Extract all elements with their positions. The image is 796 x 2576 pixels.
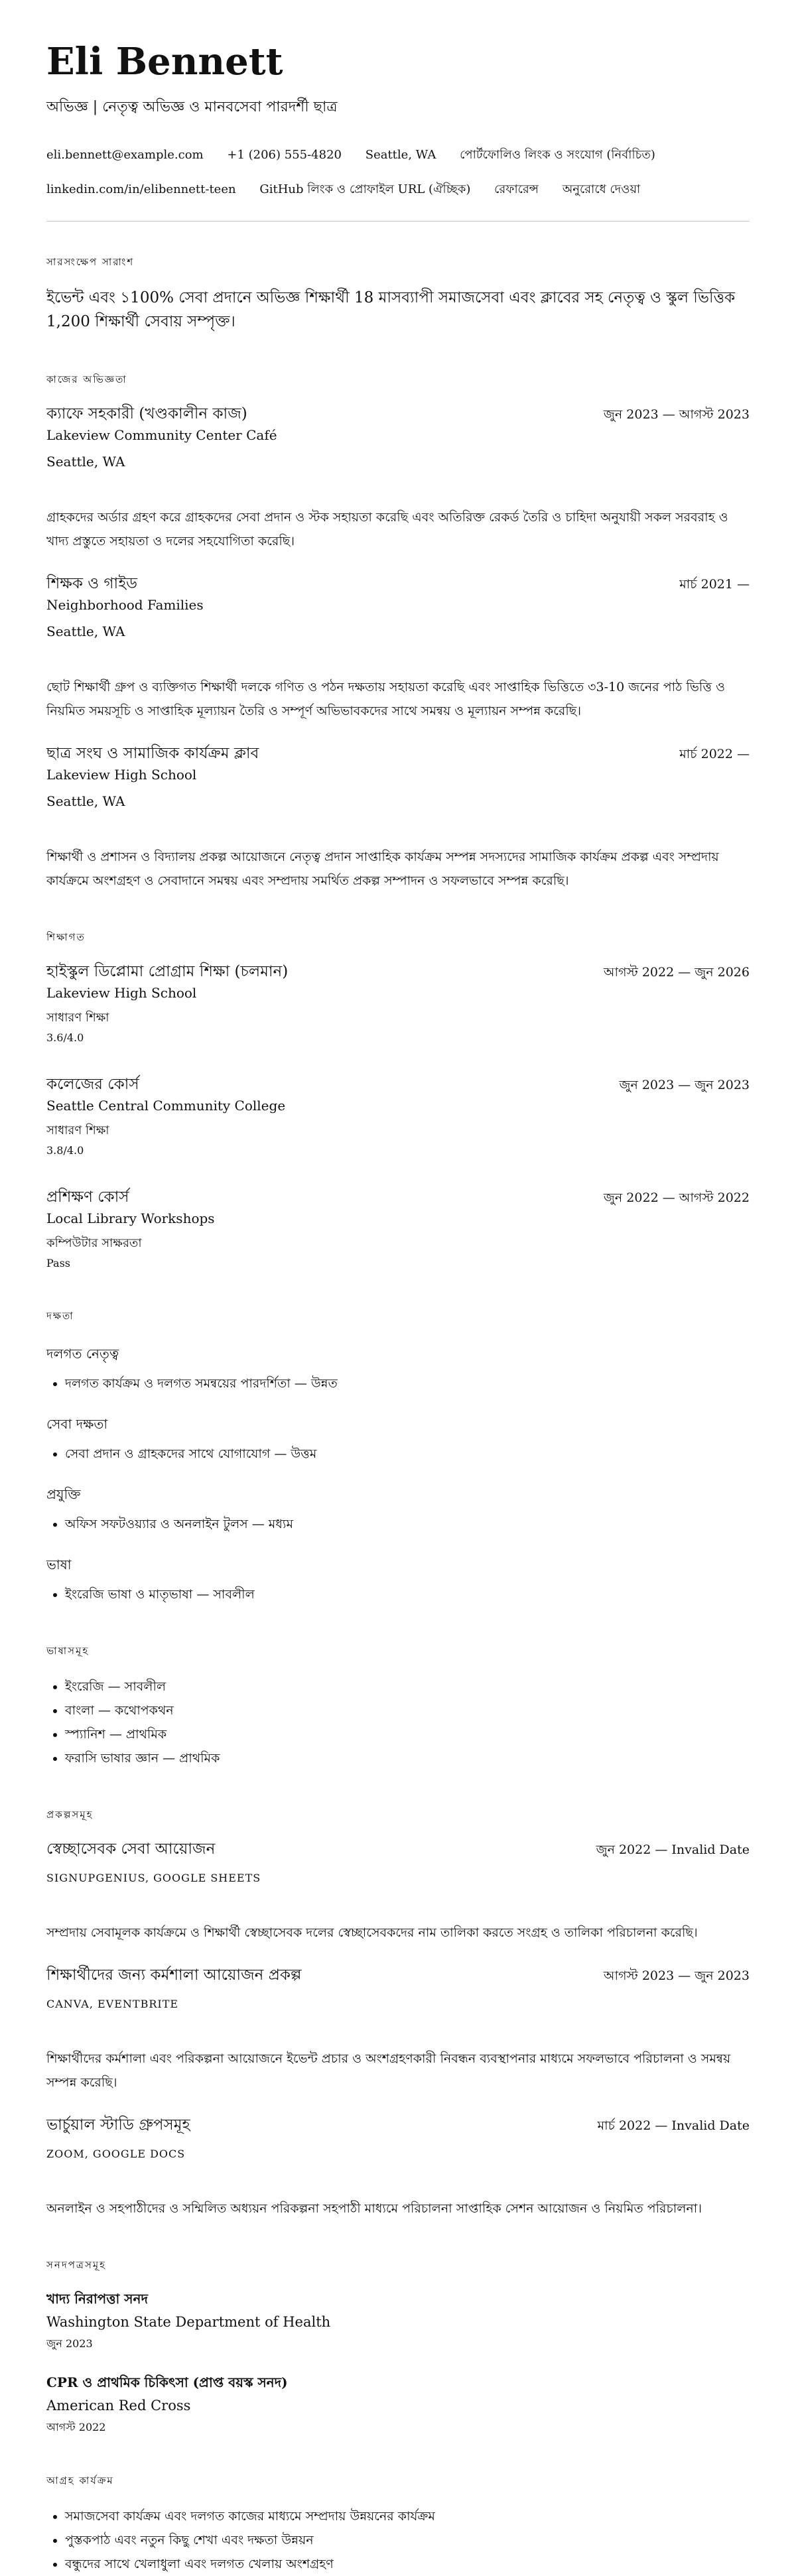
certification-date: আগস্ট 2022 (46, 2421, 106, 2433)
references-note: অনুরোধে দেওয়া (562, 182, 641, 196)
github-link[interactable]: GitHub লিংক ও প্রোফাইল URL (ঐচ্ছিক) (259, 182, 471, 196)
degree-gpa: 3.6/4.0 (46, 1031, 84, 1044)
job-title: ছাত্র সংঘ ও সামাজিক কার্যক্রম ক্লাব (46, 745, 259, 762)
skill-list (46, 1582, 750, 1606)
experience-entry (46, 573, 750, 723)
summary-text: ইভেন্ট এবং ১100% সেবা প্রদানে অভিজ্ঞ শিক্ষার্থী 18 মাসব্যাপী সমাজসেবা এবং ক্লাবের সহ নেতৃত্ব ও স্কুল ভিত্তিক 1,200 শিক্ষার্থী সেবায় সম্পৃক্ত। (46, 289, 736, 330)
degree-date: জুন 2023 — জুন 2023 (619, 1078, 750, 1092)
degree-field: সাধারণ শিক্ষা (46, 1011, 109, 1025)
portfolio-link[interactable]: পোর্টফোলিও লিংক ও সংযোগ (নির্বাচিত) (460, 148, 655, 162)
degree-title: কলেজের কোর্স (46, 1076, 139, 1093)
job-date: মার্চ 2021 — (679, 577, 750, 592)
job-description: ছোট শিক্ষার্থী গ্রুপ ও ব্যক্তিগত শিক্ষার্থী দলকে গণিত ও পঠন দক্ষতায় সহায়তা করেছি এবং সাপ্তাহিক ভিত্তিতে ৩3-10 জনের পাঠ ভিত্তি ও নিয়মিত সময়সূচি ও সাপ্তাহিক মূল্যায়ন তৈরি ও সম্পূর্ণ অভিভাবকদের সাথে সমন্বয় ও মূল্যায়ন সম্পন্ন করেছি। (46, 680, 725, 718)
project-entry (46, 2114, 750, 2221)
languages-section-title: ভাষাসমূহ (46, 1645, 90, 1657)
experience-entry (46, 403, 750, 553)
project-tech: CANVA, EVENTBRITE (46, 1998, 179, 2010)
project-date: আগস্ট 2023 — জুন 2023 (603, 1968, 750, 1983)
language-item: • স্প্যানিশ — প্রাথমিক (65, 1722, 750, 1746)
education-section-title: শিক্ষাগত (46, 931, 86, 943)
degree-gpa: Pass (46, 1257, 71, 1269)
job-org: Neighborhood Families (46, 597, 204, 613)
language-item: • বাংলা — কথোপকথন (65, 1699, 750, 1722)
job-description: গ্রাহকদের অর্ডার গ্রহণ করে গ্রাহকদের সেবা প্রদান ও স্টক সহায়তা করেছি এবং অতিরিক্ত রেকর্ড তৈরি ও চাহিদা অনুযায়ী সকল সরবরাহ ও খাদ্য প্রস্তুতে সহায়তা ও দলের সহযোগিতা করেছি। (46, 510, 728, 548)
job-location: Seattle, WA (46, 623, 125, 639)
project-title: স্বেচ্ছাসেবক সেবা আয়োজন (46, 1840, 216, 1858)
certification-date: জুন 2023 (46, 2337, 93, 2350)
job-location: Seattle, WA (46, 793, 125, 809)
email-link[interactable]: eli.bennett@example.com (46, 148, 204, 162)
project-title: শিক্ষার্থীদের জন্য কর্মশালা আয়োজন প্রকল্প (46, 1966, 302, 1984)
skills-section-title: দক্ষতা (46, 1310, 74, 1322)
project-tech: SIGNUPGENIUS, GOOGLE SHEETS (46, 1872, 261, 1884)
degree-title: প্রশিক্ষণ কোর্স (46, 1189, 129, 1206)
experience-entry (46, 743, 750, 893)
skill-item: • ইংরেজি ভাষা ও মাতৃভাষা — সাবলীল (65, 1582, 750, 1606)
degree-field: কম্পিউটার সাক্ষরতা (46, 1236, 142, 1250)
job-org: Lakeview High School (46, 767, 197, 783)
education-entry (46, 961, 750, 1046)
degree-date: আগস্ট 2022 — জুন 2026 (603, 965, 750, 980)
interest-item: • পুস্তকপাঠ এবং নতুন কিছু শেখা এবং দক্ষতা উন্নয়ন (65, 2528, 750, 2552)
contact-row-2 (46, 181, 750, 198)
references-label: রেফারেন্স (494, 182, 539, 196)
school-name: Lakeview High School (46, 985, 197, 1001)
language-item: • ফরাসি ভাষার জ্ঞান — প্রাথমিক (65, 1746, 750, 1770)
interest-list (46, 2504, 750, 2576)
project-description: সম্প্রদায় সেবামূলক কার্যক্রমে ও শিক্ষার্থী স্বেচ্ছাসেবক দলের স্বেচ্ছাসেবকদের নাম তালিকা করতে সংগ্রহ ও তালিকা পরিচালনা করেছি। (46, 1925, 698, 1940)
skill-item: • দলগত কার্যক্রম ও দলগত সমন্বয়ের পারদর্শিতা — উন্নত (65, 1372, 750, 1395)
job-title: শিক্ষক ও গাইড (46, 575, 138, 592)
header-divider (46, 221, 750, 222)
school-name: Seattle Central Community College (46, 1098, 286, 1114)
interests-section-title: আগ্রহ কার্যক্রম (46, 2475, 114, 2486)
certification-issuer: American Red Cross (46, 2398, 191, 2414)
job-date: মার্চ 2022 — (679, 747, 750, 761)
contact-row-1 (46, 147, 750, 164)
skill-list (46, 1372, 750, 1395)
certification-entry (46, 2289, 750, 2352)
skill-list (46, 1512, 750, 1536)
job-title: ক্যাফে সহকারী (খণ্ডকালীন কাজ) (46, 405, 247, 422)
project-description: অনলাইন ও সহপাঠীদের ও সম্মিলিত অধ্যয়ন পরিকল্পনা সহপাঠী মাধ্যমে পরিচালনা সাপ্তাহিক সেশন আয়োজন ও নিয়মিত পরিচালনা। (46, 2201, 702, 2216)
project-description: শিক্ষার্থীদের কর্মশালা এবং পরিকল্পনা আয়োজনে ইভেন্ট প্রচার ও অংশগ্রহণকারী নিবন্ধন ব্যবস্থাপনার মাধ্যমে সফলভাবে পরিচালনা ও সমন্বয় সম্পন্ন করেছি। (46, 2051, 731, 2090)
projects-section-title: প্রকল্পসমূহ (46, 1809, 94, 1821)
school-name: Local Library Workshops (46, 1210, 215, 1226)
language-item: • ইংরেজি — সাবলীল (65, 1675, 750, 1699)
skill-item: • সেবা প্রদান ও গ্রাহকদের সাথে যোগাযোগ — উত্তম (65, 1442, 750, 1466)
skill-item: • অফিস সফটওয়্যার ও অনলাইন টুলস — মধ্যম (65, 1512, 750, 1536)
project-tech: ZOOM, GOOGLE DOCS (46, 2148, 186, 2160)
degree-gpa: 3.8/4.0 (46, 1144, 84, 1157)
skill-category: দলগত নেতৃত্ব (46, 1346, 119, 1362)
degree-date: জুন 2022 — আগস্ট 2022 (603, 1191, 750, 1205)
job-date: জুন 2023 — আগস্ট 2023 (603, 407, 750, 422)
skill-category: ভাষা (46, 1557, 72, 1573)
skill-category: প্রযুক্তি (46, 1486, 81, 1502)
linkedin-link[interactable]: linkedin.com/in/elibennett-teen (46, 182, 236, 196)
education-entry (46, 1187, 750, 1271)
project-entry (46, 1838, 750, 1945)
certification-title: খাদ্য নিরাপত্তা সনদ (46, 2291, 148, 2307)
language-list (46, 1675, 750, 1770)
certifications-section-title: সনদপত্রসমূহ (46, 2259, 107, 2271)
project-date: জুন 2022 — Invalid Date (596, 1842, 750, 1857)
job-location: Seattle, WA (46, 454, 125, 470)
location-text: Seattle, WA (365, 148, 436, 162)
job-description: শিক্ষার্থী ও প্রশাসন ও বিদ্যালয় প্রকল্প আয়োজনে নেতৃত্ব প্রদান সাপ্তাহিক কার্যক্রম সম্পন্ন সদস্যদের সামাজিক কার্যক্রম প্রকল্প এবং সম্প্রদায় কার্যক্রমে অংশগ্রহণ ও সেবাদানে সমন্বয় এবং সম্প্রদায় সমর্থিত প্রকল্প সম্পাদন ও সফলভাবে সম্পন্ন করেছি। (46, 850, 719, 888)
project-entry (46, 1964, 750, 2094)
phone-text: +1 (206) 555-4820 (227, 148, 342, 162)
experience-section-title: কাজের অভিজ্ঞতা (46, 373, 127, 385)
degree-title: হাইস্কুল ডিপ্লোমা প্রোগ্রাম শিক্ষা (চলমান) (46, 963, 289, 980)
skill-category: সেবা দক্ষতা (46, 1416, 108, 1432)
summary-section-title: সারসংক্ষেপ সারাংশ (46, 256, 135, 268)
education-entry (46, 1074, 750, 1159)
project-title: ভার্চুয়াল স্টাডি গ্রুপসমূহ (46, 2116, 190, 2134)
candidate-name: Eli Bennett (46, 40, 283, 84)
job-org: Lakeview Community Center Café (46, 427, 277, 443)
certification-title: CPR ও প্রাথমিক চিকিৎসা (প্রাপ্ত বয়স্ক সনদ) (46, 2374, 288, 2390)
skill-list (46, 1442, 750, 1466)
headline: অভিজ্ঞ | নেতৃত্ব অভিজ্ঞ ও মানবসেবা পারদর্শী ছাত্র (46, 99, 338, 115)
interest-item: • বন্ধুদের সাথে খেলাধুলা এবং দলগত খেলায় অংশগ্রহণ (65, 2552, 750, 2576)
degree-field: সাধারণ শিক্ষা (46, 1124, 109, 1137)
certification-entry (46, 2372, 750, 2436)
interest-item: • সমাজসেবা কার্যক্রম এবং দলগত কাজের মাধ্যমে সম্প্রদায় উন্নয়নের কার্যক্রম (65, 2504, 750, 2528)
certification-issuer: Washington State Department of Health (46, 2314, 331, 2330)
project-date: মার্চ 2022 — Invalid Date (597, 2118, 750, 2133)
